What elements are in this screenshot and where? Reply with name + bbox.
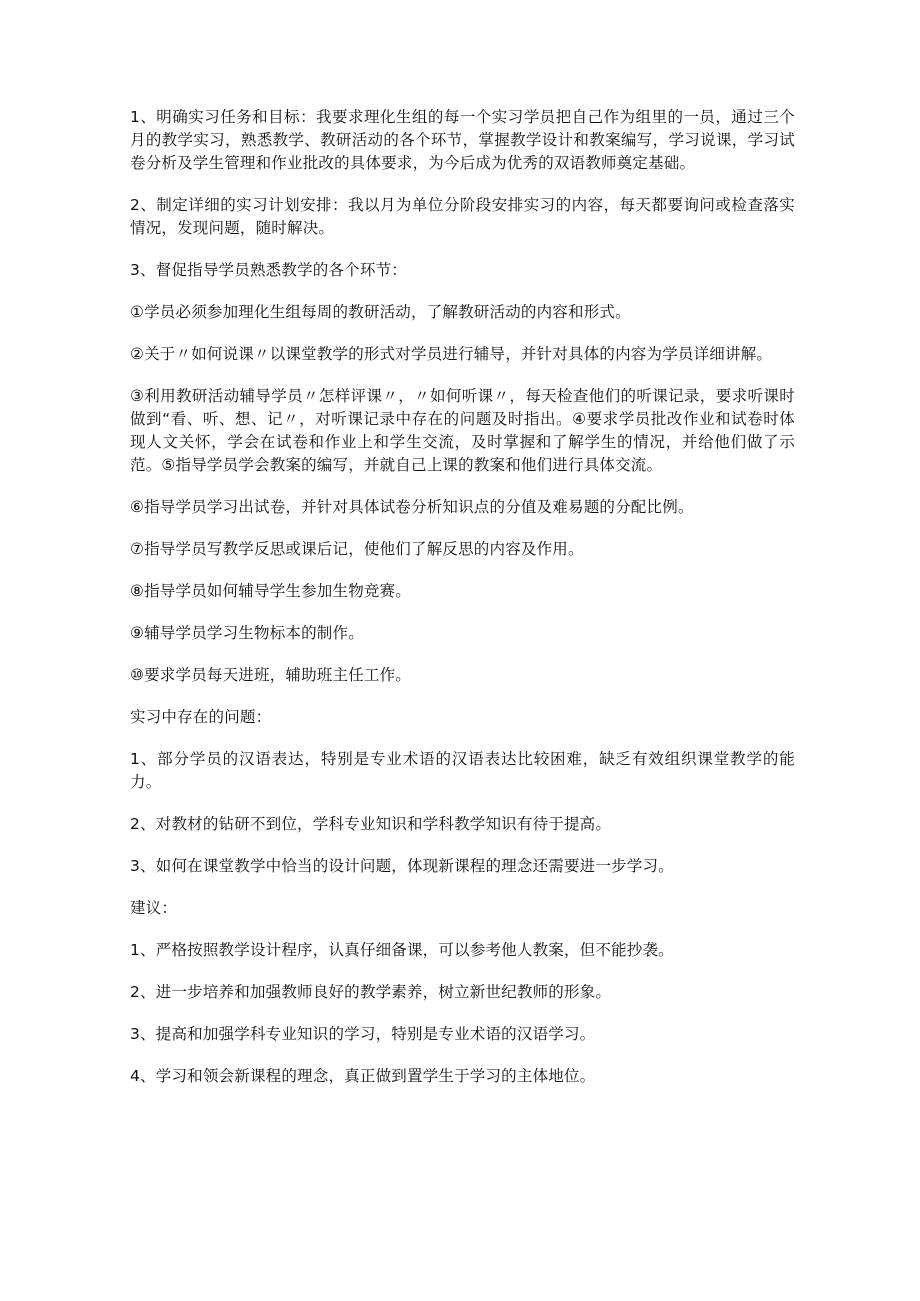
paragraph-item-3-5: ③利用教研活动辅导学员〃怎样评课〃，〃如何听课〃，每天检查他们的听课记录，要求听课时做到“看、听、想、记〃，对听课记录中存在的问题及时指出。④要求学员批改作业和试卷时体现人文关怀，学会在试卷和作业上和学生交流，及时掌握和了解学生的情况，并给他们做了示范。⑤指导学员学会教案的编写，并就自己上课的教案和他们进行具体交流。 <box>130 387 795 474</box>
paragraph-plan: 2、制定详细的实习计划安排：我以月为单位分阶段安排实习的内容，每天都要询问或检查落实情况，发现问题，随时解决。 <box>130 196 795 237</box>
problem-item-3: 3、如何在课堂教学中恰当的设计问题，体现新课程的理念还需要进一步学习。 <box>130 857 674 875</box>
paragraph-item-8: ⑧指导学员如何辅导学生参加生物竞赛。 <box>130 582 411 600</box>
paragraph-item-6: ⑥指导学员学习出试卷，并针对具体试卷分析知识点的分值及难易题的分配比例。 <box>130 498 694 516</box>
paragraph-item-1: ①学员必须参加理化生组每周的教研活动，了解教研活动的内容和形式。 <box>130 303 631 321</box>
document-body <box>130 106 795 1107</box>
paragraph-item-10: ⑩要求学员每天进班，辅助班主任工作。 <box>130 666 411 684</box>
suggestion-item-3: 3、提高和加强学科专业知识的学习，特别是专业术语的汉语学习。 <box>130 1025 596 1043</box>
section-heading-suggestions: 建议： <box>130 899 178 917</box>
problem-item-1: 1、部分学员的汉语表达，特别是专业术语的汉语表达比较困难，缺乏有效组织课堂教学的能力。 <box>130 750 795 791</box>
suggestion-item-2: 2、进一步培养和加强教师良好的教学素养，树立新世纪教师的形象。 <box>130 983 612 1001</box>
suggestion-item-1: 1、严格按照教学设计程序，认真仔细备课，可以参考他人教案，但不能抄袭。 <box>130 941 674 959</box>
paragraph-task-goals: 1、明确实习任务和目标：我要求理化生组的每一个实习学员把自己作为组里的一员，通过三个月的教学实习，熟悉教学、教研活动的各个环节，掌握教学设计和教案编写，学习说课，学习试卷分析及学生管理和作业批改的具体要求，为今后成为优秀的双语教师奠定基础。 <box>130 108 795 172</box>
paragraph-item-9: ⑨辅导学员学习生物标本的制作。 <box>130 624 364 642</box>
suggestion-item-4: 4、学习和领会新课程的理念，真正做到置学生于学习的主体地位。 <box>130 1067 596 1085</box>
paragraph-item-7: ⑦指导学员写教学反思或课后记，使他们了解反思的内容及作用。 <box>130 540 584 558</box>
paragraph-item-2: ②关于〃如何说课〃以课堂教学的形式对学员进行辅导，并针对具体的内容为学员详细讲解。 <box>130 345 773 363</box>
paragraph-supervise-heading: 3、督促指导学员熟悉教学的各个环节： <box>130 261 407 279</box>
section-heading-problems: 实习中存在的问题： <box>130 708 272 726</box>
problem-item-2: 2、对教材的钻研不到位，学科专业知识和学科教学知识有待于提高。 <box>130 815 612 833</box>
